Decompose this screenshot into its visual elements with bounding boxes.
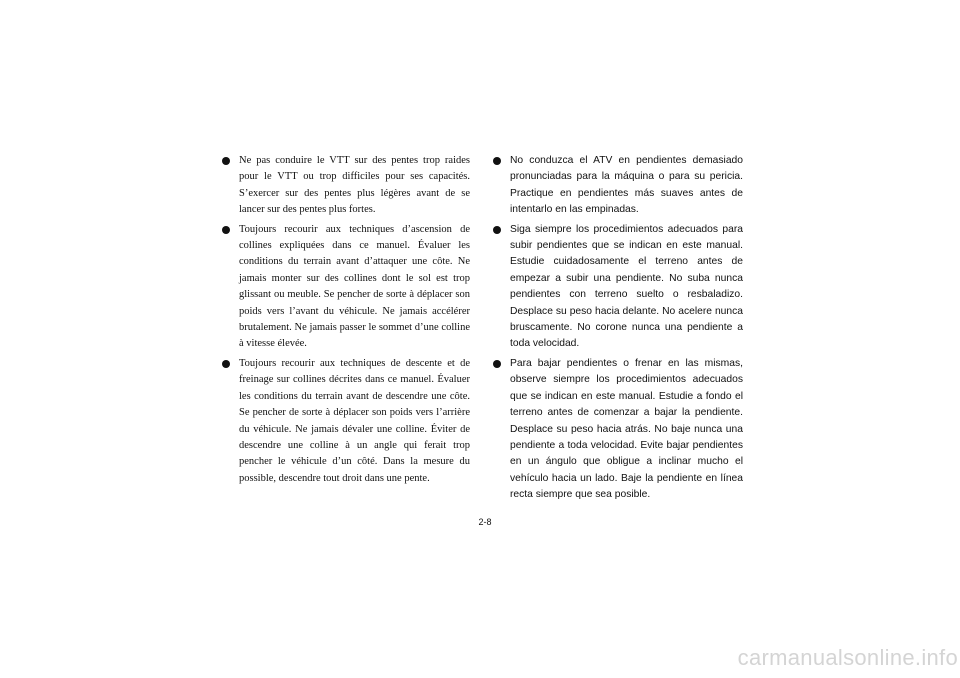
french-column — [221, 153, 470, 490]
french-bullet-1 — [221, 153, 470, 219]
page-number: 2-8 — [478, 517, 492, 527]
bullet-dot-icon — [493, 360, 501, 368]
bullet-text: No conduzca el ATV en pendientes demasiado pronunciadas para la máquina o para su pericia. Practique en pendientes más suaves antes de intentarlo en las empinadas. — [510, 155, 743, 216]
bullet-dot-icon — [493, 157, 501, 165]
spanish-bullet-3 — [492, 356, 743, 504]
spanish-column — [492, 153, 743, 507]
bullet-text: Siga siempre los procedimientos adecuados para subir pendientes que se indican en este manual. Estudie cuidadosamente el terreno antes de empezar a subir una pendiente. No suba nunca pendientes con terreno suelto o resbaladizo. Desplace su peso hacia delante. No acelere nunca bruscamente. No corone nunca una pendiente a toda velocidad. — [510, 223, 743, 350]
bullet-text: Ne pas conduire le VTT sur des pentes trop raides pour le VTT ou trop difficiles pour ses capacités. S’exercer sur des pentes plus légères avant de se lancer sur des pentes plus fortes. — [239, 155, 470, 216]
watermark: carmanualsonline.info — [737, 645, 958, 670]
bullet-dot-icon — [493, 226, 501, 234]
french-bullet-3 — [221, 356, 470, 487]
bullet-text: Toujours recourir aux techniques de descente et de freinage sur collines décrites dans ce manuel. Évaluer les conditions du terrain avant de descendre une côte. Se pencher de sorte à déplacer son poids vers l’arrière du véhicule. Ne jamais dévaler une colline. Éviter de descendre une colline à un angle qui ferait trop pencher le véhicule d’un côté. Dans la mesure du possible, descendre tout droit dans une pente. — [239, 357, 470, 484]
spanish-bullet-2 — [492, 222, 743, 353]
spanish-bullet-1 — [492, 153, 743, 219]
bullet-text: Para bajar pendientes o frenar en las mismas, observe siempre los procedimientos adecuados que se indican en este manual. Estudie a fondo el terreno antes de comenzar a bajar la pendiente. Desplace su peso hacia atrás. No baje nunca una pendiente a toda velocidad. Evite bajar pendientes en un ángulo que obligue a inclinar mucho el vehículo hacia un lado. Baje la pendiente en línea recta siempre que sea posible. — [510, 357, 743, 501]
bullet-dot-icon — [222, 157, 230, 165]
bullet-dot-icon — [222, 360, 230, 368]
french-bullet-2 — [221, 222, 470, 353]
bullet-dot-icon — [222, 226, 230, 234]
bullet-text: Toujours recourir aux techniques d’ascension de collines expliquées dans ce manuel. Évaluer les conditions du terrain avant d’attaquer une côte. Ne jamais monter sur des collines dont le sol est trop glissant ou meuble. Se pencher de sorte à déplacer son poids vers l’avant du véhicule. Ne jamais accélérer brutalement. Ne jamais passer le sommet d’une colline à vitesse élevée. — [239, 223, 470, 350]
